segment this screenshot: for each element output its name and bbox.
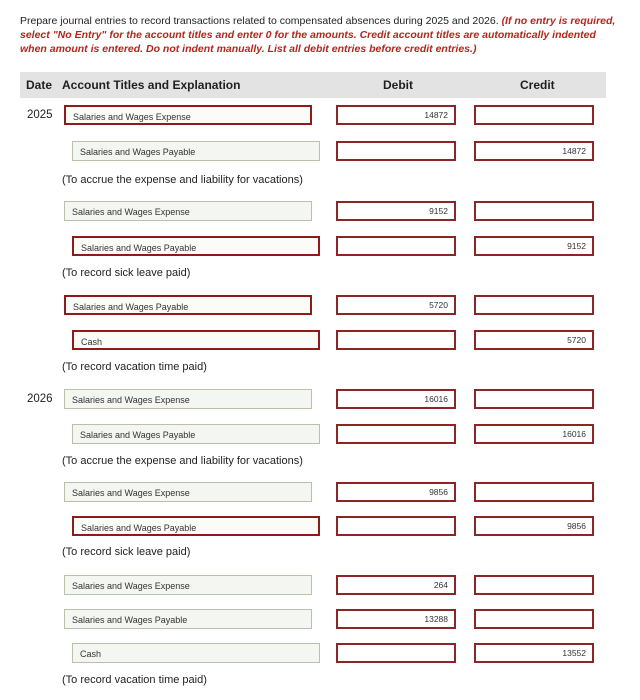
debit-input[interactable] xyxy=(336,424,456,444)
journal-row xyxy=(0,103,640,133)
journal-row xyxy=(0,514,640,544)
entry-memo: (To record vacation time paid) xyxy=(62,361,207,373)
header-debit: Debit xyxy=(383,78,413,92)
debit-input[interactable] xyxy=(336,643,456,663)
account-select[interactable]: Salaries and Wages Payable xyxy=(64,295,312,315)
journal-row xyxy=(0,573,640,603)
journal-row xyxy=(0,234,640,264)
journal-row xyxy=(0,293,640,323)
journal-row xyxy=(0,199,640,229)
header-date: Date xyxy=(26,78,53,92)
journal-row xyxy=(0,641,640,671)
year-label: 2026 xyxy=(27,393,53,405)
instructions xyxy=(20,14,616,56)
year-label: 2025 xyxy=(27,109,53,121)
account-select[interactable]: Salaries and Wages Payable xyxy=(72,236,320,256)
debit-input[interactable] xyxy=(336,516,456,536)
account-select[interactable]: Salaries and Wages Payable xyxy=(64,609,312,629)
account-select[interactable]: Salaries and Wages Expense xyxy=(64,201,312,221)
entry-memo: (To record sick leave paid) xyxy=(62,546,191,558)
credit-input[interactable] xyxy=(474,389,594,409)
debit-input[interactable] xyxy=(336,236,456,256)
credit-input[interactable]: 9856 xyxy=(474,516,594,536)
account-select[interactable]: Salaries and Wages Expense xyxy=(64,105,312,125)
debit-input[interactable]: 264 xyxy=(336,575,456,595)
account-select[interactable]: Salaries and Wages Expense xyxy=(64,482,312,502)
debit-input[interactable]: 14872 xyxy=(336,105,456,125)
debit-input[interactable]: 5720 xyxy=(336,295,456,315)
header-credit: Credit xyxy=(520,78,555,92)
journal-row xyxy=(0,139,640,169)
journal-row xyxy=(0,387,640,417)
credit-input[interactable]: 14872 xyxy=(474,141,594,161)
instructions-text: Prepare journal entries to record transactions related to compensated absences during 2025 and 2026. xyxy=(20,15,499,27)
credit-input[interactable] xyxy=(474,575,594,595)
credit-input[interactable]: 16016 xyxy=(474,424,594,444)
account-select[interactable]: Salaries and Wages Payable xyxy=(72,516,320,536)
account-select[interactable]: Salaries and Wages Payable xyxy=(72,141,320,161)
journal-row xyxy=(0,480,640,510)
debit-input[interactable]: 13288 xyxy=(336,609,456,629)
journal-row xyxy=(0,328,640,358)
credit-input[interactable] xyxy=(474,482,594,502)
journal-row xyxy=(0,422,640,452)
entry-memo: (To record vacation time paid) xyxy=(62,674,207,686)
credit-input[interactable]: 13552 xyxy=(474,643,594,663)
credit-input[interactable]: 5720 xyxy=(474,330,594,350)
account-select[interactable]: Salaries and Wages Expense xyxy=(64,389,312,409)
debit-input[interactable] xyxy=(336,141,456,161)
credit-input[interactable] xyxy=(474,295,594,315)
entry-memo: (To record sick leave paid) xyxy=(62,267,191,279)
header-account: Account Titles and Explanation xyxy=(62,78,241,92)
account-select[interactable]: Salaries and Wages Expense xyxy=(64,575,312,595)
account-select[interactable]: Salaries and Wages Payable xyxy=(72,424,320,444)
credit-input[interactable] xyxy=(474,105,594,125)
journal-row xyxy=(0,607,640,637)
debit-input[interactable] xyxy=(336,330,456,350)
table-header xyxy=(20,72,606,98)
credit-input[interactable]: 9152 xyxy=(474,236,594,256)
account-select[interactable]: Cash xyxy=(72,330,320,350)
debit-input[interactable]: 9152 xyxy=(336,201,456,221)
entry-memo: (To accrue the expense and liability for vacations) xyxy=(62,455,303,467)
entry-memo: (To accrue the expense and liability for vacations) xyxy=(62,174,303,186)
account-select[interactable]: Cash xyxy=(72,643,320,663)
debit-input[interactable]: 16016 xyxy=(336,389,456,409)
debit-input[interactable]: 9856 xyxy=(336,482,456,502)
credit-input[interactable] xyxy=(474,201,594,221)
instructions-emphasis: (If no entry is required, select "No Entry" for the account titles and enter 0 for the amounts. Credit account titles are automatically indented when amount is entered. Do not indent manually. List all debit entries before credit entries.) xyxy=(20,15,616,55)
credit-input[interactable] xyxy=(474,609,594,629)
